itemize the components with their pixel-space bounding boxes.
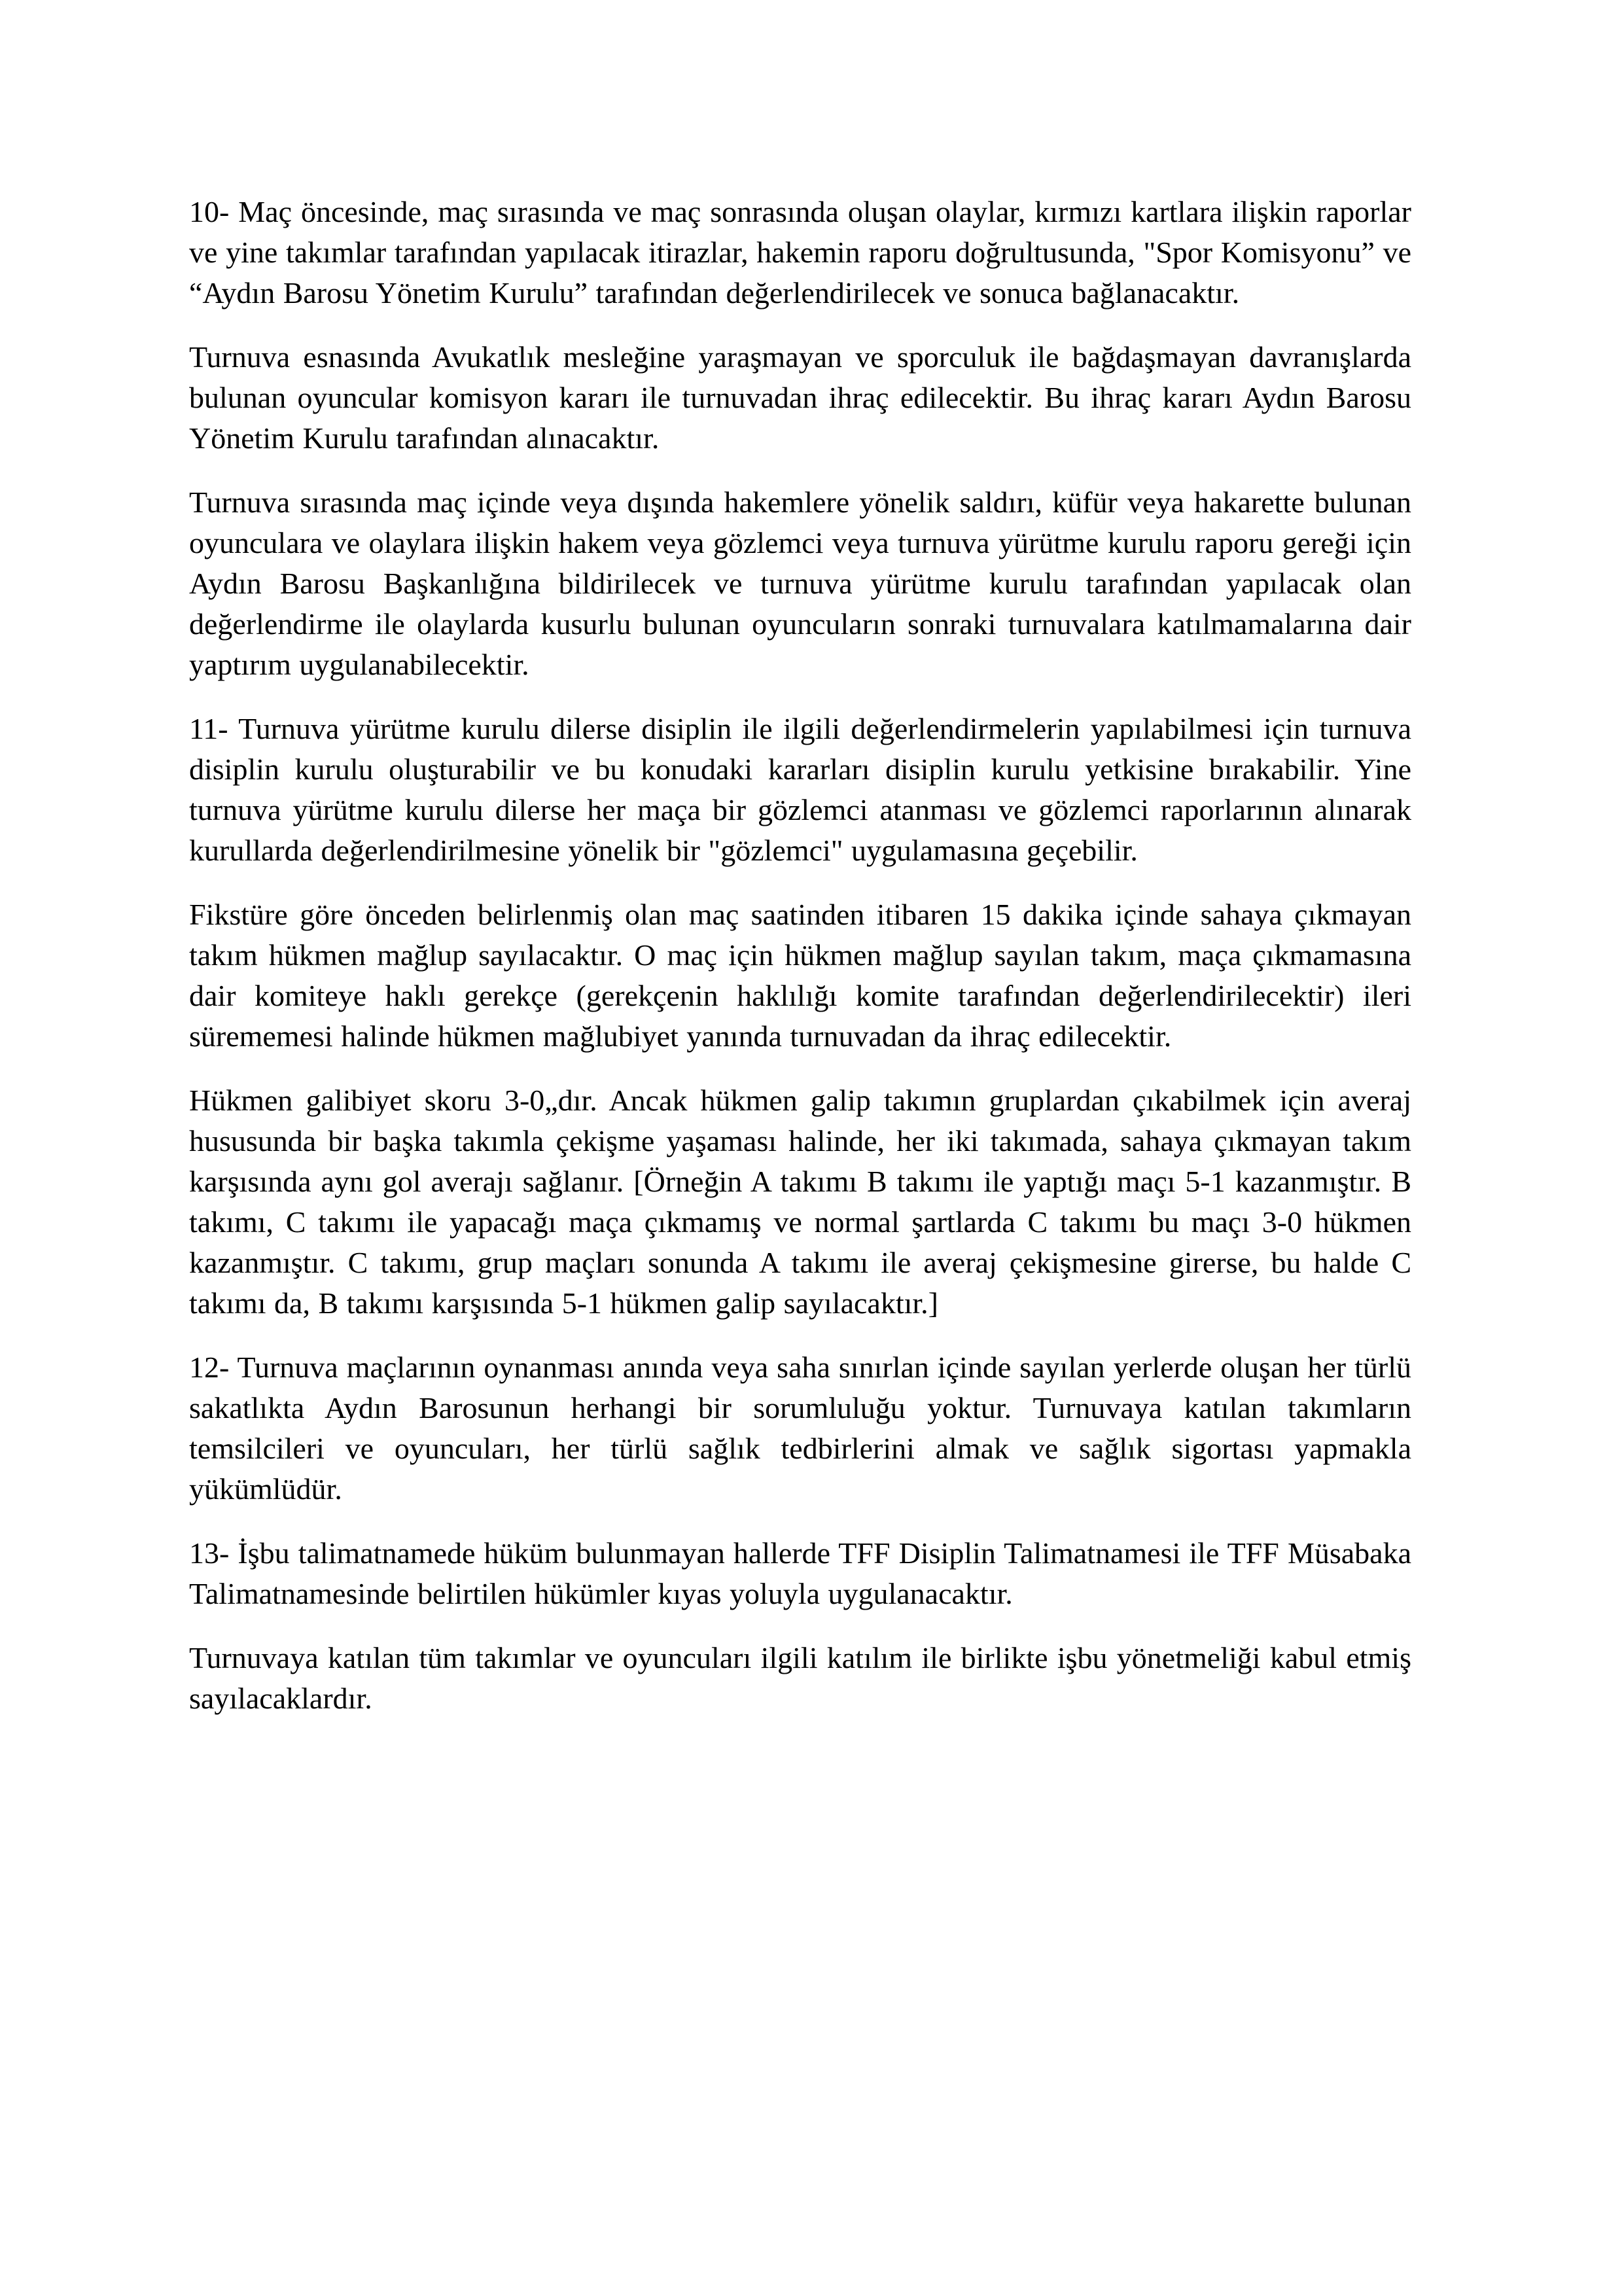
paragraph-forfeit-score: Hükmen galibiyet skoru 3-0„dır. Ancak hükmen galip takımın gruplardan çıkabilmek için averaj hususunda bir başka takımla çekişme yaşaması halinde, her iki takımada, sahaya çıkmayan takım karşısında aynı gol averajı sağlanır. [Örneğin A takımı B takımı ile yaptığı maçı 5-1 kazanmıştır. B takımı, C takımı ile yapacağı maça çıkmamış ve normal şartlarda C takımı bu maçı 3-0 hükmen kazanmıştır. C takımı, grup maçları sonunda A takımı ile averaj çekişmesine girerse, bu halde C takımı da, B takımı karşısında 5-1 hükmen galip sayılacaktır.] <box>189 1084 1411 1320</box>
paragraph-item-12: 12- Turnuva maçlarının oynanması anında veya saha sınırlan içinde sayılan yerlerde oluşan her türlü sakatlıkta Aydın Barosunun herhangi bir sorumluluğu yoktur. Turnuvaya katılan takımların temsilcileri ve oyuncuları, her türlü sağlık tedbirlerini almak ve sağlık sigortası yapmakla yükümlüdür. <box>189 1351 1411 1506</box>
paragraph-acceptance: Turnuvaya katılan tüm takımlar ve oyuncuları ilgili katılım ile birlikte işbu yönetmeliği kabul etmiş sayılacaklardır. <box>189 1641 1411 1715</box>
paragraph-referee-assault: Turnuva sırasında maç içinde veya dışında hakemlere yönelik saldırı, küfür veya hakarette bulunan oyunculara ve olaylara ilişkin hakem veya gözlemci veya turnuva yürütme kurulu raporu gereği için Aydın Barosu Başkanlığına bildirilecek ve turnuva yürütme kurulu tarafından yapılacak olan değerlendirme ile olaylarda kusurlu bulunan oyuncuların sonraki turnuvalara katılmamalarına dair yaptırım uygulanabilecektir. <box>189 486 1411 681</box>
paragraph-item-11: 11- Turnuva yürütme kurulu dilerse disiplin ile ilgili değerlendirmelerin yapılabilmesi için turnuva disiplin kurulu oluşturabilir ve bu konudaki kararları disiplin kurulu yetkisine bırakabilir. Yine turnuva yürütme kurulu dilerse her maça bir gözlemci atanması ve gözlemci raporlarının alınarak kurullarda değerlendirilmesine yönelik bir "gözlemci" uygulamasına geçebilir. <box>189 712 1411 867</box>
paragraph-forfeit-rule: Fikstüre göre önceden belirlenmiş olan maç saatinden itibaren 15 dakika içinde sahaya çıkmayan takım hükmen mağlup sayılacaktır. O maç için hükmen mağlup sayılan takım, maça çıkmamasına dair komiteye haklı gerekçe (gerekçenin haklılığı komite tarafından değerlendirilecektir) ileri sürememesi halinde hükmen mağlubiyet yanında turnuvadan da ihraç edilecektir. <box>189 898 1411 1053</box>
paragraph-item-13: 13- İşbu talimatnamede hüküm bulunmayan hallerde TFF Disiplin Talimatnamesi ile TFF Müsabaka Talimatnamesinde belirtilen hükümler kıyas yoluyla uygulanacaktır. <box>189 1536 1411 1610</box>
paragraph-item-10: 10- Maç öncesinde, maç sırasında ve maç sonrasında oluşan olaylar, kırmızı kartlara ilişkin raporlar ve yine takımlar tarafından yapılacak itirazlar, hakemin raporu doğrultusunda, "Spor Komisyonu” ve “Aydın Barosu Yönetim Kurulu” tarafından değerlendirilecek ve sonuca bağlanacaktır. <box>189 195 1411 309</box>
paragraph-conduct-expulsion: Turnuva esnasında Avukatlık mesleğine yaraşmayan ve sporculuk ile bağdaşmayan davranışlarda bulunan oyuncular komisyon kararı ile turnuvadan ihraç edilecektir. Bu ihraç kararı Aydın Barosu Yönetim Kurulu tarafından alınacaktır. <box>189 340 1411 455</box>
document-text-block <box>189 192 1411 1742</box>
